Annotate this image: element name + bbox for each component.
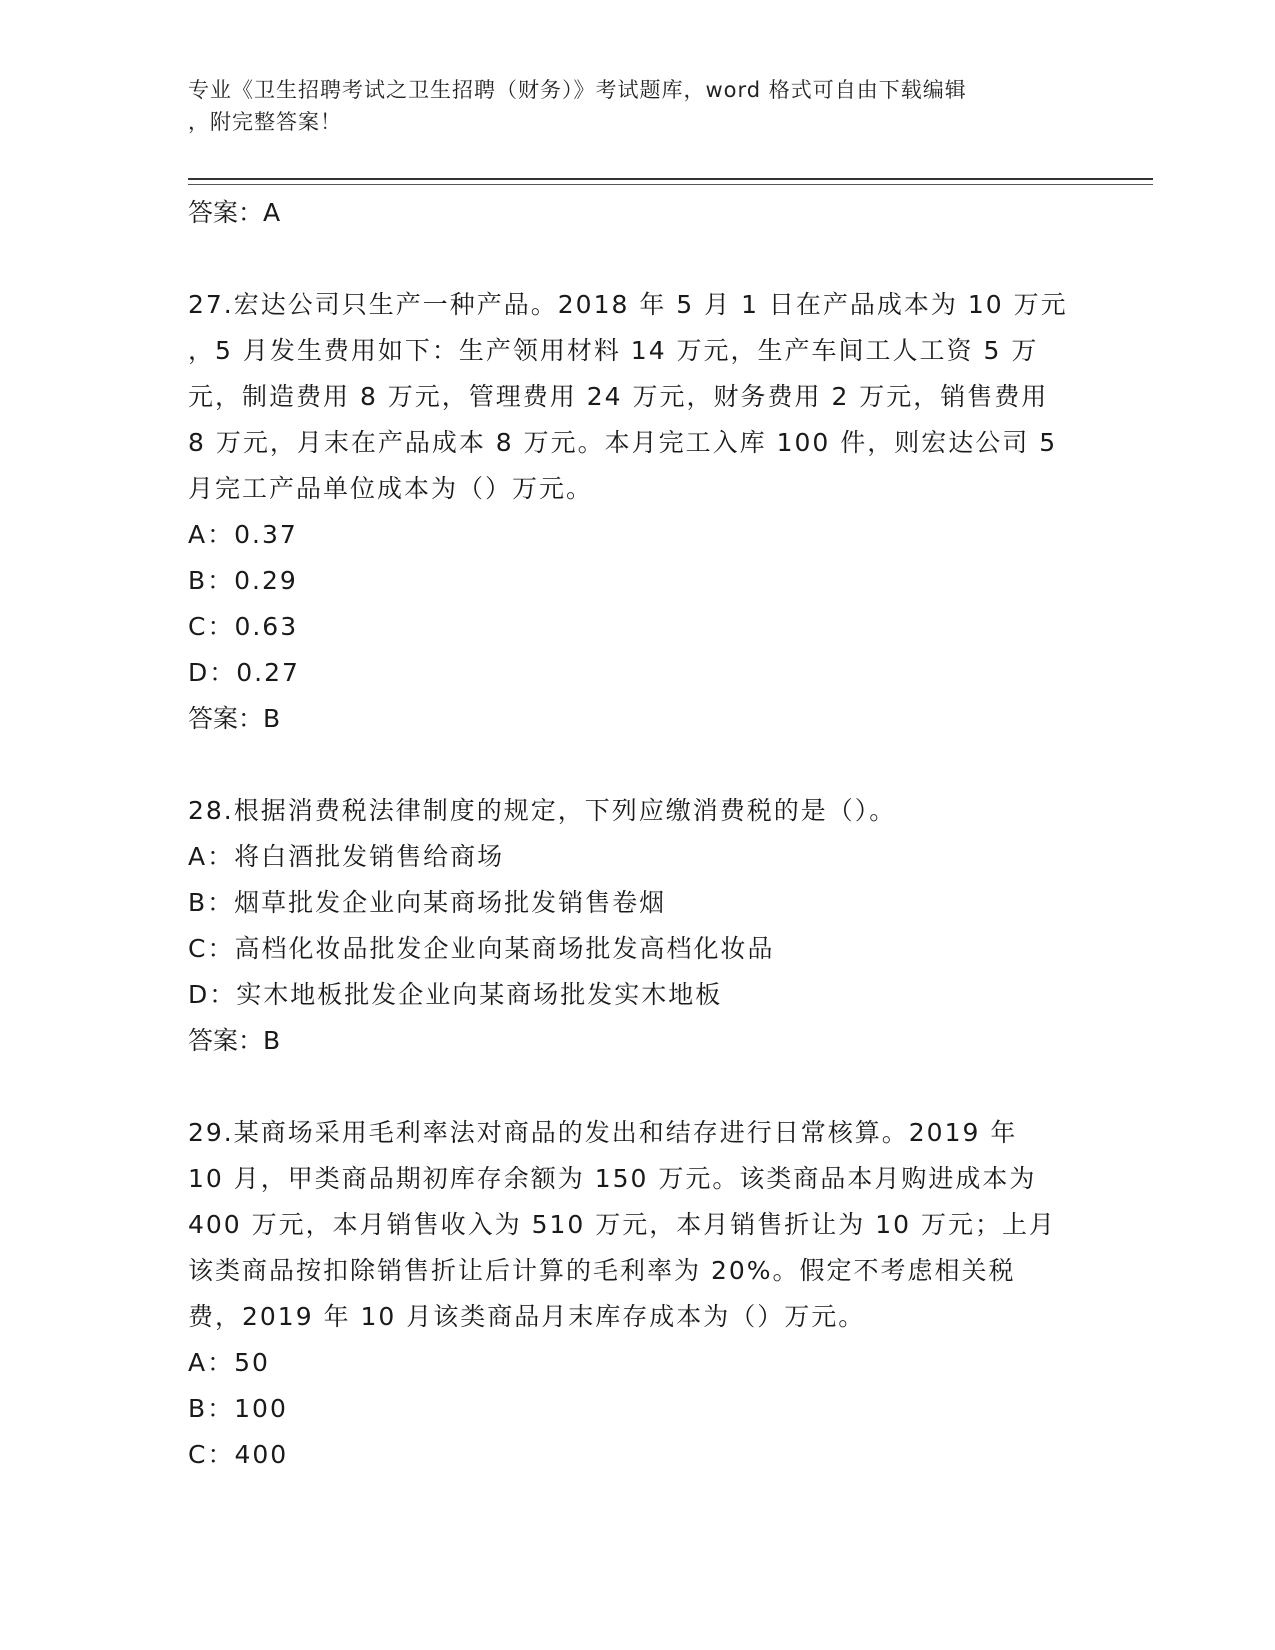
- question-text-line: 元，制造费用 8 万元，管理费用 24 万元，财务费用 2 万元，销售费用: [188, 382, 1049, 411]
- option-c: C：高档化妆品批发企业向某商场批发高档化妆品: [188, 934, 775, 963]
- option-a: A：50: [188, 1348, 270, 1377]
- question-text-line: 8 万元，月末在产品成本 8 万元。本月完工入库 100 件，则宏达公司 5: [188, 428, 1058, 457]
- answer-prev: 答案：A: [188, 198, 281, 227]
- question-text-line: 月完工产品单位成本为（）万元。: [188, 474, 594, 503]
- option-b: B：100: [188, 1394, 288, 1423]
- answer: 答案：B: [188, 704, 281, 733]
- option-a: A：将白酒批发销售给商场: [188, 842, 505, 871]
- option-d: D：0.27: [188, 658, 300, 687]
- question-text-line: 29.某商场采用毛利率法对商品的发出和结存进行日常核算。2019 年: [188, 1118, 1018, 1147]
- option-d: D：实木地板批发企业向某商场批发实木地板: [188, 980, 723, 1009]
- question-28: [188, 788, 1088, 1064]
- question-text-line: 400 万元，本月销售收入为 510 万元，本月销售折让为 10 万元；上月: [188, 1210, 1056, 1239]
- document-header: [188, 74, 1088, 138]
- question-text-line: 该类商品按扣除销售折让后计算的毛利率为 20%。假定不考虑相关税: [188, 1256, 1016, 1285]
- header-line-2: ，附完整答案！: [188, 110, 342, 134]
- question-text-line: 27.宏达公司只生产一种产品。2018 年 5 月 1 日在产品成本为 10 万元: [188, 290, 1068, 319]
- header-divider-thick: [188, 178, 1153, 180]
- option-b: B：烟草批发企业向某商场批发销售卷烟: [188, 888, 667, 917]
- option-c: C：400: [188, 1440, 289, 1469]
- header-divider-thin: [188, 184, 1153, 185]
- question-text-line: 28.根据消费税法律制度的规定，下列应缴消费税的是（）。: [188, 796, 897, 825]
- question-text-line: 费，2019 年 10 月该类商品月末库存成本为（）万元。: [188, 1302, 866, 1331]
- option-c: C：0.63: [188, 612, 299, 641]
- question-text-line: 10 月，甲类商品期初库存余额为 150 万元。该类商品本月购进成本为: [188, 1164, 1037, 1193]
- answer: 答案：B: [188, 1026, 281, 1055]
- option-b: B：0.29: [188, 566, 298, 595]
- question-27: [188, 282, 1088, 742]
- header-line-1: 专业《卫生招聘考试之卫生招聘（财务）》考试题库，word 格式可自由下载编辑: [188, 78, 967, 102]
- question-text-line: ，5 月发生费用如下：生产领用材料 14 万元，生产车间工人工资 5 万: [188, 336, 1039, 365]
- document-body: [188, 190, 1088, 1478]
- option-a: A：0.37: [188, 520, 298, 549]
- question-29: [188, 1110, 1088, 1478]
